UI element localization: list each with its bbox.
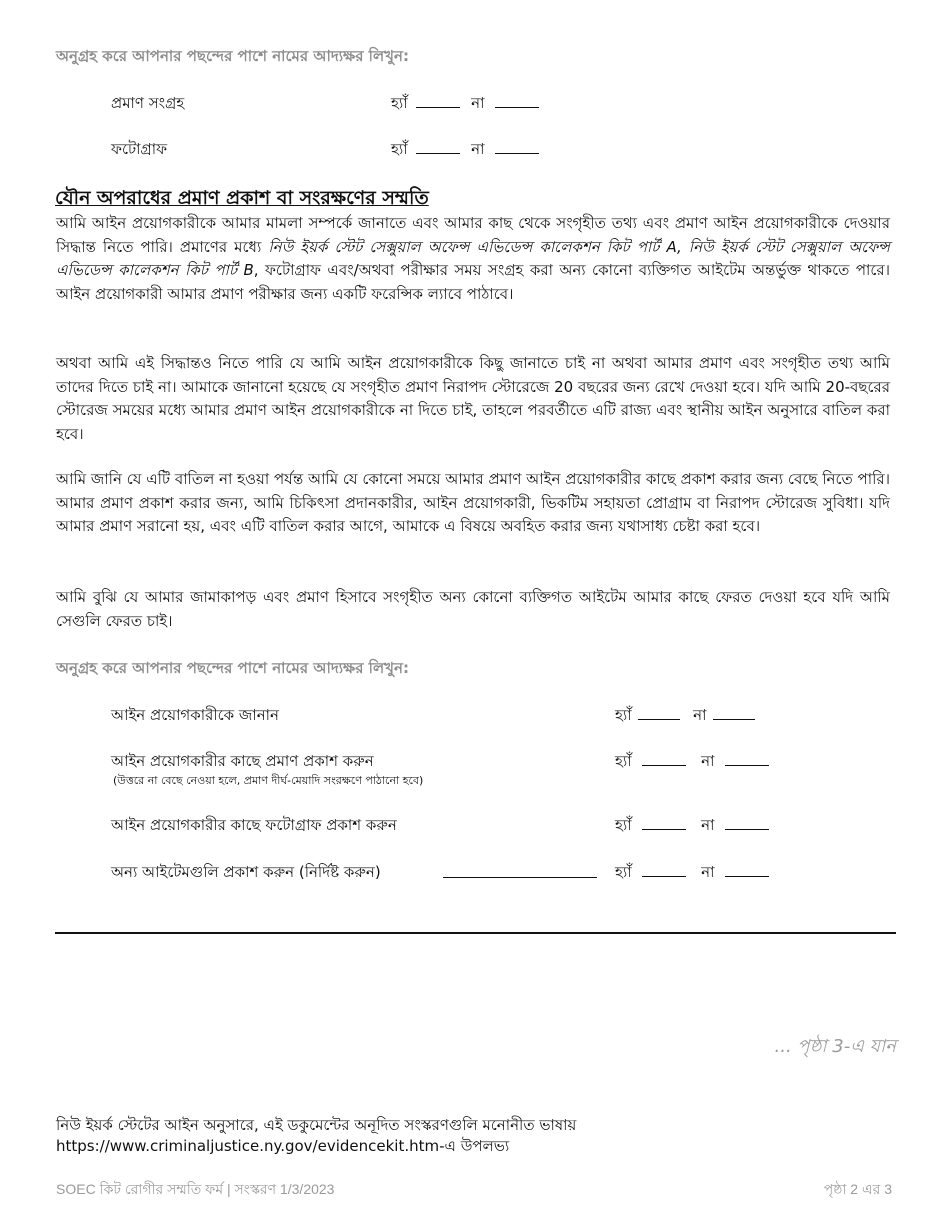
footer-form-version: SOEC কিট রোগীর সম্মতি ফর্ম | সংস্করণ 1/3/2023 [56,1181,335,1197]
consent-paragraph-4: আমি বুঝি যে আমার জামাকাপড় এবং প্রমাণ হিসাবে সংগৃহীত অন্য কোনো ব্যক্তিগত আইটেম আমার কাছে ফেরত দেওয়া হবে যদি আমি সেগুলি ফেরত চাই। [56,588,890,630]
consent-paragraph-3: আমি জানি যে এটি বাতিল না হওয়া পর্যন্ত আমি যে কোনো সময়ে আমার প্রমাণ আইন প্রয়োগকারীর কাছে প্রকাশ করার জন্য বেছে নিতে পারি। আমার প্রমাণ প্রকাশ করার জন্য, আমি চিকিৎসা প্রদানকারীর, আইন প্রয়োগকারী, ভিকটিম সহায়তা প্রোগ্রাম বা নিরাপদ স্টোরেজ সুবিধা। যদি আমার প্রমাণ সরানো হয়, এবং এটি বাতিল করার আগে, আমাকে এ বিষয়ে অবহিত করার জন্য যথাসাধ্য চেষ্টা করা হবে। [56,470,890,535]
notify-law-enforcement-label: আইন প্রয়োগকারীকে জানান [111,706,279,724]
consent-paragraph-2: অথবা আমি এই সিদ্ধান্তও নিতে পারি যে আমি আইন প্রয়োগকারীকে কিছু জানাতে চাই না অথবা আমার প্রমাণ এবং সংগৃহীত তথ্য আমি তাদের দিতে চাই না। আমাকে জানানো হয়েছে যে সংগৃহীত প্রমাণ নিরাপদ স্টোরেজে 20 বছরের জন্য রেখে দেওয়া হবে। যদি আমি 20-বছরের স্টোরেজ সময়ের মধ্যে আমার প্রমাণ আইন প্রয়োগকারীকে না দিতে চাই, তাহলে পরবর্তীতে এটি রাজ্য এবং স্থানীয় আইন অনুসারে বাতিল করা হবে। [56,354,890,443]
release-photographs-choice [615,814,769,839]
consent-heading: যৌন অপরাধের প্রমাণ প্রকাশ বা সংরক্ষণের সম্মতি [55,187,429,209]
no-label: না [701,863,715,881]
p1-intro: আমি আইন প্রয়োগকারীকে আমার মামলা সম্পর্কে জানাতে এবং আমার কাছ থেকে সংগৃহীত তথ্য এবং প্রমাণ আইন প্রয়োগকারীকে দেওয়ার সিদ্ধান্ত নিতে পারি। প্রমাণের মধ্যে [56,214,890,256]
no-initials-blank[interactable] [725,815,769,830]
no-label: না [471,94,485,112]
release-evidence-label: আইন প্রয়োগকারীর কাছে প্রমাণ প্রকাশ করুন [111,752,374,770]
yes-initials-blank[interactable] [642,751,686,766]
p1-rest: , ফটোগ্রাফ এবং/অথবা পরীক্ষার সময় সংগ্রহ করা অন্য কোনো ব্যক্তিগত আইটেম অন্তর্ভুক্ত থাকতে পারে। আইন প্রয়োগকারী আমার প্রমাণ পরীক্ষার জন্য একটি ফরেন্সিক ল্যাবে পাঠাবে। [56,261,890,303]
no-initials-blank[interactable] [495,139,539,154]
yes-label: হ্যাঁ [615,706,632,724]
no-initials-blank[interactable] [495,93,539,108]
yes-initials-blank[interactable] [642,862,686,877]
consent-paragraph-1 [56,212,890,306]
bottom-instruction: অনুগ্রহ করে আপনার পছন্দের পাশে নামের আদ্যক্ষর লিখুন: [56,659,409,677]
translation-note-line1: নিউ ইয়র্ক স্টেটের আইন অনুসারে, এই ডকুমেন্টের অনূদিত সংস্করণগুলি মনোনীত ভাষায় [56,1116,577,1134]
no-initials-blank[interactable] [713,705,755,720]
photograph-label: ফটোগ্রাফ [111,140,168,158]
kit-part-a: নিউ ইয়র্ক স্টেট সেক্সুয়াল অফেন্স এভিডেন্স কালেকশন কিট পার্ট A, [268,237,689,256]
specify-items-blank[interactable] [443,863,597,878]
section-divider [55,932,896,934]
release-other-items-label: অন্য আইটেমগুলি প্রকাশ করুন (নির্দিষ্ট করুন) [111,863,381,881]
evidence-collection-label: প্রমাণ সংগ্রহ [111,94,185,112]
no-label: না [471,140,485,158]
release-evidence-choice [615,750,769,775]
photograph-choice [391,138,539,163]
evidence-collection-choice [391,92,539,117]
kit-part-b: নিউ ইয়র্ক স্টেট সেক্সুয়াল অফেন্স এভিডেন্স কালেকশন কিট পার্ট B [56,237,890,279]
no-label: না [693,706,707,724]
continue-to-page-3: ... পৃষ্ঠা 3-এ যান [774,1036,896,1057]
yes-label: হ্যাঁ [391,140,408,158]
yes-label: হ্যাঁ [391,94,408,112]
yes-initials-blank[interactable] [642,815,686,830]
translation-note-url: https://www.criminaljustice.ny.gov/evidencekit.htm-এ উপলভ্য [56,1137,510,1155]
release-evidence-note: (উত্তরে না বেছে নেওয়া হলে, প্রমাণ দীর্ঘ-মেয়াদি সংরক্ষণে পাঠানো হবে) [113,774,424,787]
notify-law-enforcement-choice [615,704,755,729]
no-initials-blank[interactable] [725,751,769,766]
footer-page-number: পৃষ্ঠা 2 এর 3 [823,1181,892,1197]
no-label: না [701,816,715,834]
release-photographs-label: আইন প্রয়োগকারীর কাছে ফটোগ্রাফ প্রকাশ করুন [111,816,397,834]
release-other-items-choice [615,861,769,886]
yes-initials-blank[interactable] [638,705,680,720]
yes-initials-blank[interactable] [416,139,460,154]
no-label: না [701,752,715,770]
yes-label: হ্যাঁ [615,863,632,881]
translation-note [56,1115,576,1157]
no-initials-blank[interactable] [725,862,769,877]
yes-label: হ্যাঁ [615,816,632,834]
top-instruction: অনুগ্রহ করে আপনার পছন্দের পাশে নামের আদ্যক্ষর লিখুন: [56,47,409,65]
yes-label: হ্যাঁ [615,752,632,770]
yes-initials-blank[interactable] [416,93,460,108]
